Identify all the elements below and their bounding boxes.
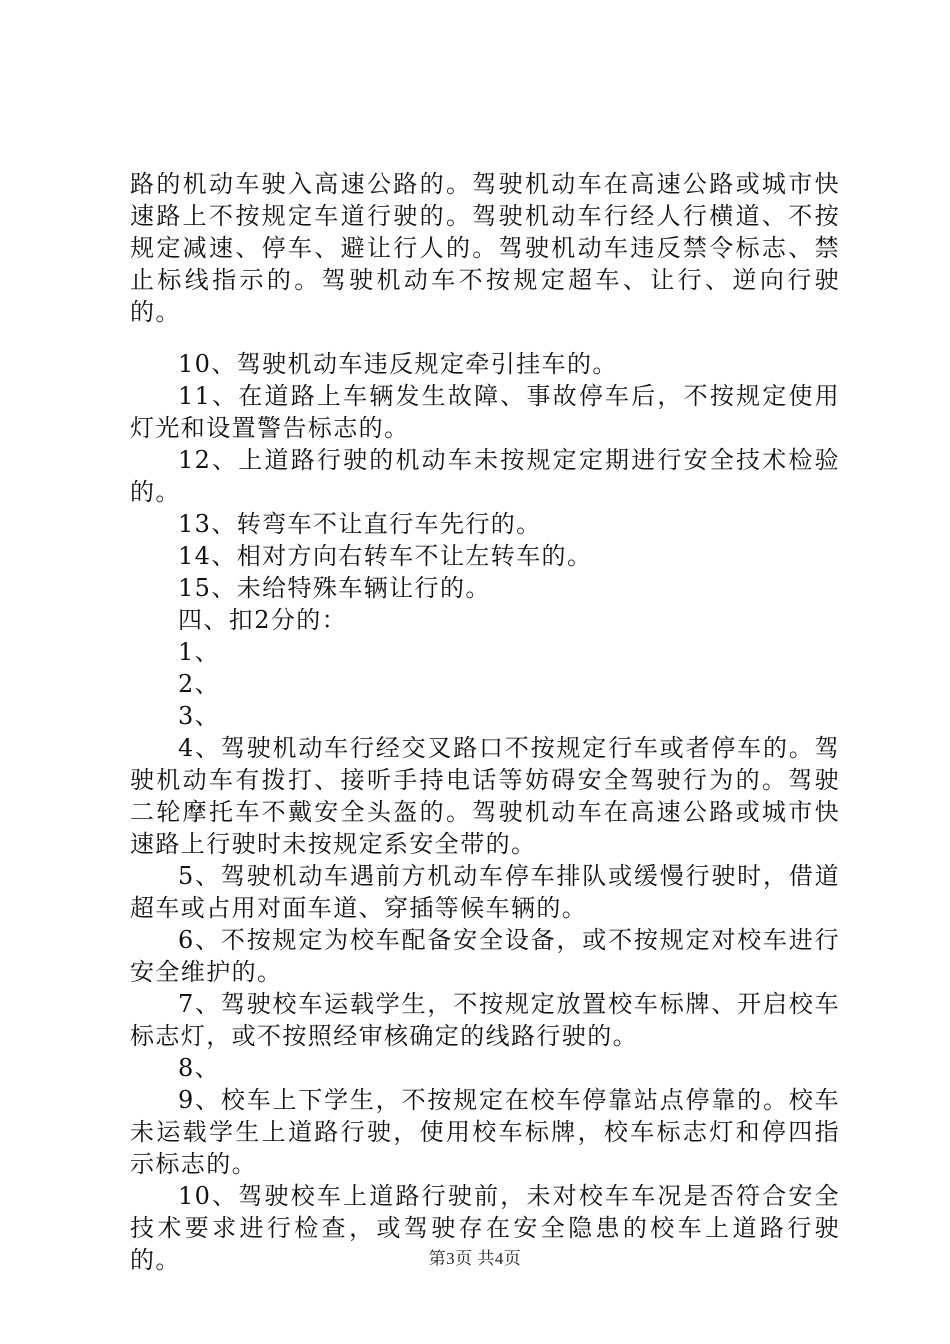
section-heading-four: 四、扣2分的： (178, 606, 348, 634)
paragraph-continuation: 路的机动车驶入高速公路的。驾驶机动车在高速公路或城市快速路上不按规定车道行驶的。驾驶机动车行经人行横道、不按规定减速、停车、避让行人的。驾驶机动车违反禁令标志、禁止标线指示的。驾驶机动车不按规定超车、让行、逆向行驶的。 (130, 170, 840, 326)
paragraph-item-12: 12、上道路行驶的机动车未按规定定期进行安全技术检验的。 (130, 446, 840, 506)
paragraph-item-9: 9、校车上下学生，不按规定在校车停靠站点停靠的。校车未运载学生上道路行驶，使用校车标牌，校车标志灯和停四指示标志的。 (130, 1086, 840, 1178)
paragraph-item-7: 7、驾驶校车运载学生，不按规定放置校车标牌、开启校车标志灯，或不按照经审核确定的线路行驶的。 (130, 990, 840, 1050)
paragraph-item-14: 14、相对方向右转车不让左转车的。 (178, 542, 593, 570)
paragraph-item-8: 8、 (178, 1054, 221, 1082)
paragraph-item-6: 6、不按规定为校车配备安全设备，或不按规定对校车进行安全维护的。 (130, 926, 840, 986)
paragraph-item-4: 4、驾驶机动车行经交叉路口不按规定行车或者停车的。驾驶机动车有拨打、接听手持电话等妨碍安全驾驶行为的。驾驶二轮摩托车不戴安全头盔的。驾驶机动车在高速公路或城市快速路上行驶时未按规定系安全带的。 (130, 734, 840, 858)
paragraph-item-2: 2、 (178, 670, 221, 698)
paragraph-item-10: 10、驾驶机动车违反规定牵引挂车的。 (178, 350, 618, 378)
paragraph-item-11: 11、在道路上车辆发生故障、事故停车后，不按规定使用灯光和设置警告标志的。 (130, 382, 840, 442)
paragraph-item-3: 3、 (178, 702, 221, 730)
paragraph-item-13: 13、转弯车不让直行车先行的。 (178, 510, 542, 538)
paragraph-item-1: 1、 (178, 638, 221, 666)
page-number-footer: 第3页 共4页 (428, 1249, 522, 1268)
paragraph-item-15: 15、未给特殊车辆让行的。 (178, 574, 491, 602)
document-body (130, 168, 840, 1276)
paragraph-item-5: 5、驾驶机动车遇前方机动车停车排队或缓慢行驶时，借道超车或占用对面车道、穿插等候车辆的。 (130, 862, 840, 922)
paragraph-item-10-b: 10、驾驶校车上道路行驶前，未对校车车况是否符合安全技术要求进行检查，或驾驶存在安全隐患的校车上道路行驶的。 (130, 1182, 840, 1274)
